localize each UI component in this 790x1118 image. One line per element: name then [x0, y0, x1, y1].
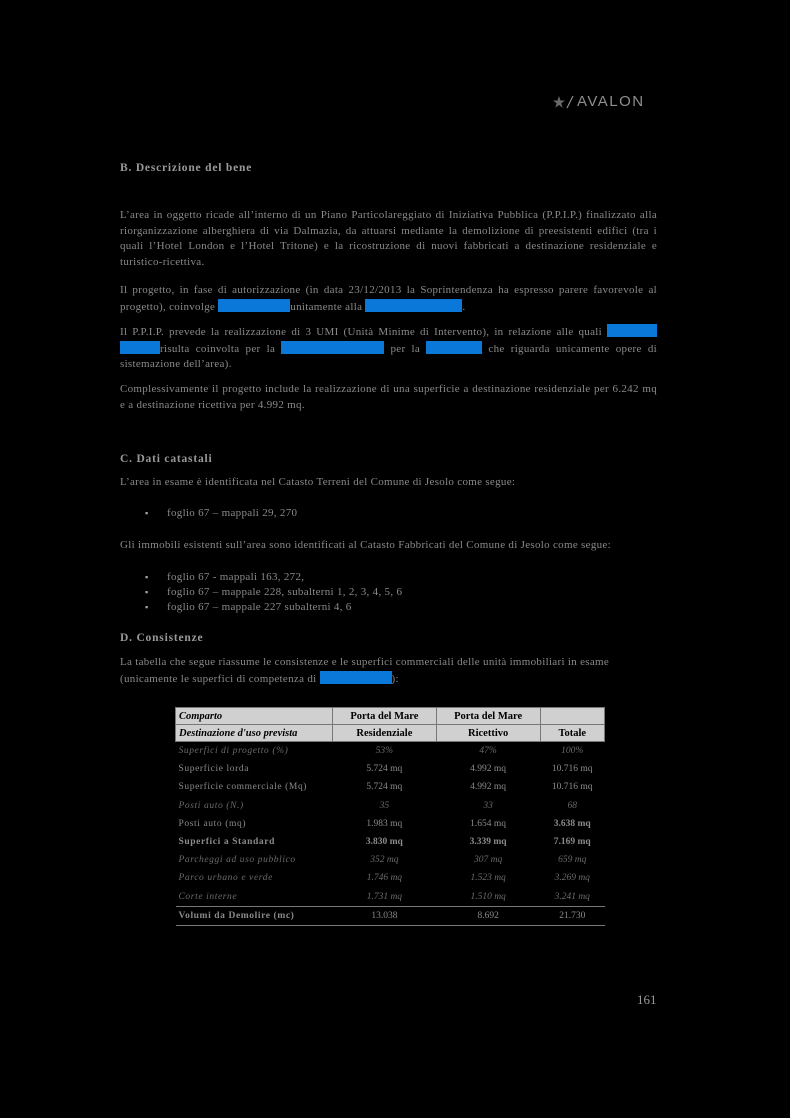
catasto-fabbricati-list — [145, 570, 402, 615]
section-b-paragraph-1: L’area in oggetto ricade all’interno di un Piano Particolareggiato di Iniziativa Pubblica (P.P.I.P.) finalizzato alla riorganizzazione alberghiera di via Dalmazia, da attuarsi mediante la demolizione di preesistenti edifici (tra i quali l’Hotel London e l’Hotel Tritone) e la ricostruzione di nuovi fabbricati a destinazione residenziale e turistico-ricettiva. — [120, 209, 657, 268]
header-cell: Residenziale — [333, 725, 437, 742]
header-cell: Porta del Mare — [436, 708, 540, 725]
page-number: 161 — [637, 992, 657, 1007]
cell: 659 mq — [558, 855, 587, 866]
row-label: Superficie commerciale (Mq) — [178, 782, 308, 793]
row-label: Posti auto (mq) — [178, 818, 247, 829]
cell: 3.269 mq — [554, 873, 590, 884]
cell: 8.692 — [436, 906, 540, 925]
section-c-intro-1: L’area in esame è identificata nel Catasto Terreni del Comune di Jesolo come segue: — [120, 476, 516, 488]
header-cell — [540, 708, 605, 725]
avalon-logo — [553, 93, 645, 110]
list-item: ▪ foglio 67 – mappale 228, subalterni 1, 2, 3, 4, 5, 6 — [145, 585, 402, 600]
cell: 47% — [479, 746, 497, 757]
cell: 7.169 mq — [553, 837, 591, 848]
cell: 100% — [561, 746, 584, 757]
section-b-paragraph-4: Complessivamente il progetto include la realizzazione di una superficie a destinazione residenziale per 6.242 mq e a destinazione ricettiva per 4.992 mq. — [120, 383, 657, 411]
redaction-block — [365, 299, 462, 312]
redaction-block — [120, 341, 160, 354]
table-row — [176, 797, 605, 815]
cell: 352 mq — [370, 855, 399, 866]
cell: 3.638 mq — [553, 818, 591, 829]
header-cell: Ricettivo — [436, 725, 540, 742]
cell: 4.992 mq — [470, 764, 507, 775]
redaction-block — [607, 324, 657, 337]
list-item: ▪ foglio 67 – mappali 29, 270 — [145, 506, 297, 521]
table-row — [176, 742, 605, 761]
cell: 13.038 — [333, 906, 437, 925]
header-cell: Destinazione d'uso prevista — [176, 725, 333, 742]
redaction-block — [426, 341, 482, 354]
cell: 5.724 mq — [366, 782, 403, 793]
cell: 1.746 mq — [366, 873, 403, 884]
table-row — [176, 833, 605, 851]
cell: 3.339 mq — [469, 837, 507, 848]
section-b-paragraph-2: Il progetto, in fase di autorizzazione (in data 23/12/2013 la Soprintendenza ha espresso parere favorevole al progetto), coinvolge unitamente alla . — [120, 284, 657, 313]
cell: 10.716 mq — [551, 782, 593, 793]
list-item: ▪ foglio 67 – mappale 227 subalterni 4, 6 — [145, 600, 402, 615]
cell: 33 — [483, 800, 493, 811]
logo-text: AVALON — [577, 93, 645, 110]
cell: 3.830 mq — [365, 837, 403, 848]
row-label: Posti auto (N.) — [178, 800, 244, 811]
row-label: Superficie lorda — [178, 764, 250, 775]
cell: 307 mq — [474, 855, 503, 866]
table-header-row — [176, 708, 605, 725]
redaction-block — [320, 671, 392, 684]
cell: 3.241 mq — [554, 891, 590, 902]
row-label: Volumi da Demolire (mc) — [176, 906, 333, 925]
section-b-title: B. Descrizione del bene — [120, 162, 253, 174]
header-cell: Comparto — [176, 708, 333, 725]
star-logo-icon — [553, 94, 575, 110]
table-row — [176, 869, 605, 887]
row-label: Superfici di progetto (%) — [178, 746, 289, 757]
table-row — [176, 906, 605, 925]
cell: 1.654 mq — [470, 818, 507, 829]
cell: 21.730 — [540, 906, 605, 925]
redaction-block — [281, 341, 384, 354]
cell: 1.983 mq — [366, 818, 403, 829]
section-b-paragraph-3: Il P.P.I.P. prevede la realizzazione di 3 UMI (Unità Minime di Intervento), in relazione alle quali risulta coinvolta per la per la che riguarda unicamente opere di sistemazione dell’area). — [120, 326, 657, 370]
catasto-terreni-list — [145, 506, 297, 521]
section-c-intro-2: Gli immobili esistenti sull’area sono identificati al Catasto Fabbricati del Comune di Jesolo come segue: — [120, 539, 611, 551]
table-header-row — [176, 725, 605, 742]
row-label: Parcheggi ad uso pubblico — [178, 855, 296, 866]
header-cell: Porta del Mare — [333, 708, 437, 725]
table-row — [176, 778, 605, 796]
cell: 5.724 mq — [366, 764, 403, 775]
consistenze-table — [175, 707, 605, 926]
cell: 4.992 mq — [470, 782, 507, 793]
list-item: ▪ foglio 67 - mappali 163, 272, — [145, 570, 402, 585]
cell: 68 — [567, 800, 577, 811]
table-row — [176, 851, 605, 869]
cell: 1.523 mq — [470, 873, 506, 884]
row-label: Corte interne — [178, 891, 238, 902]
cell: 35 — [379, 800, 390, 811]
row-label: Superfici a Standard — [178, 837, 275, 848]
header-cell: Totale — [540, 725, 605, 742]
table-row — [176, 815, 605, 833]
redaction-block — [218, 299, 290, 312]
cell: 1.731 mq — [366, 891, 403, 902]
section-c-title: C. Dati catastali — [120, 453, 213, 465]
section-d-title: D. Consistenze — [120, 632, 204, 644]
cell: 10.716 mq — [551, 764, 593, 775]
cell: 53% — [375, 746, 394, 757]
cell: 1.510 mq — [470, 891, 506, 902]
table-row — [176, 888, 605, 907]
table-row — [176, 760, 605, 778]
section-d-intro: La tabella che segue riassume le consistenze e le superfici commerciali delle unità immobiliari in esame (unicamente le superfici di competenza di ): — [120, 656, 610, 685]
row-label: Parco urbano e verde — [178, 873, 273, 884]
